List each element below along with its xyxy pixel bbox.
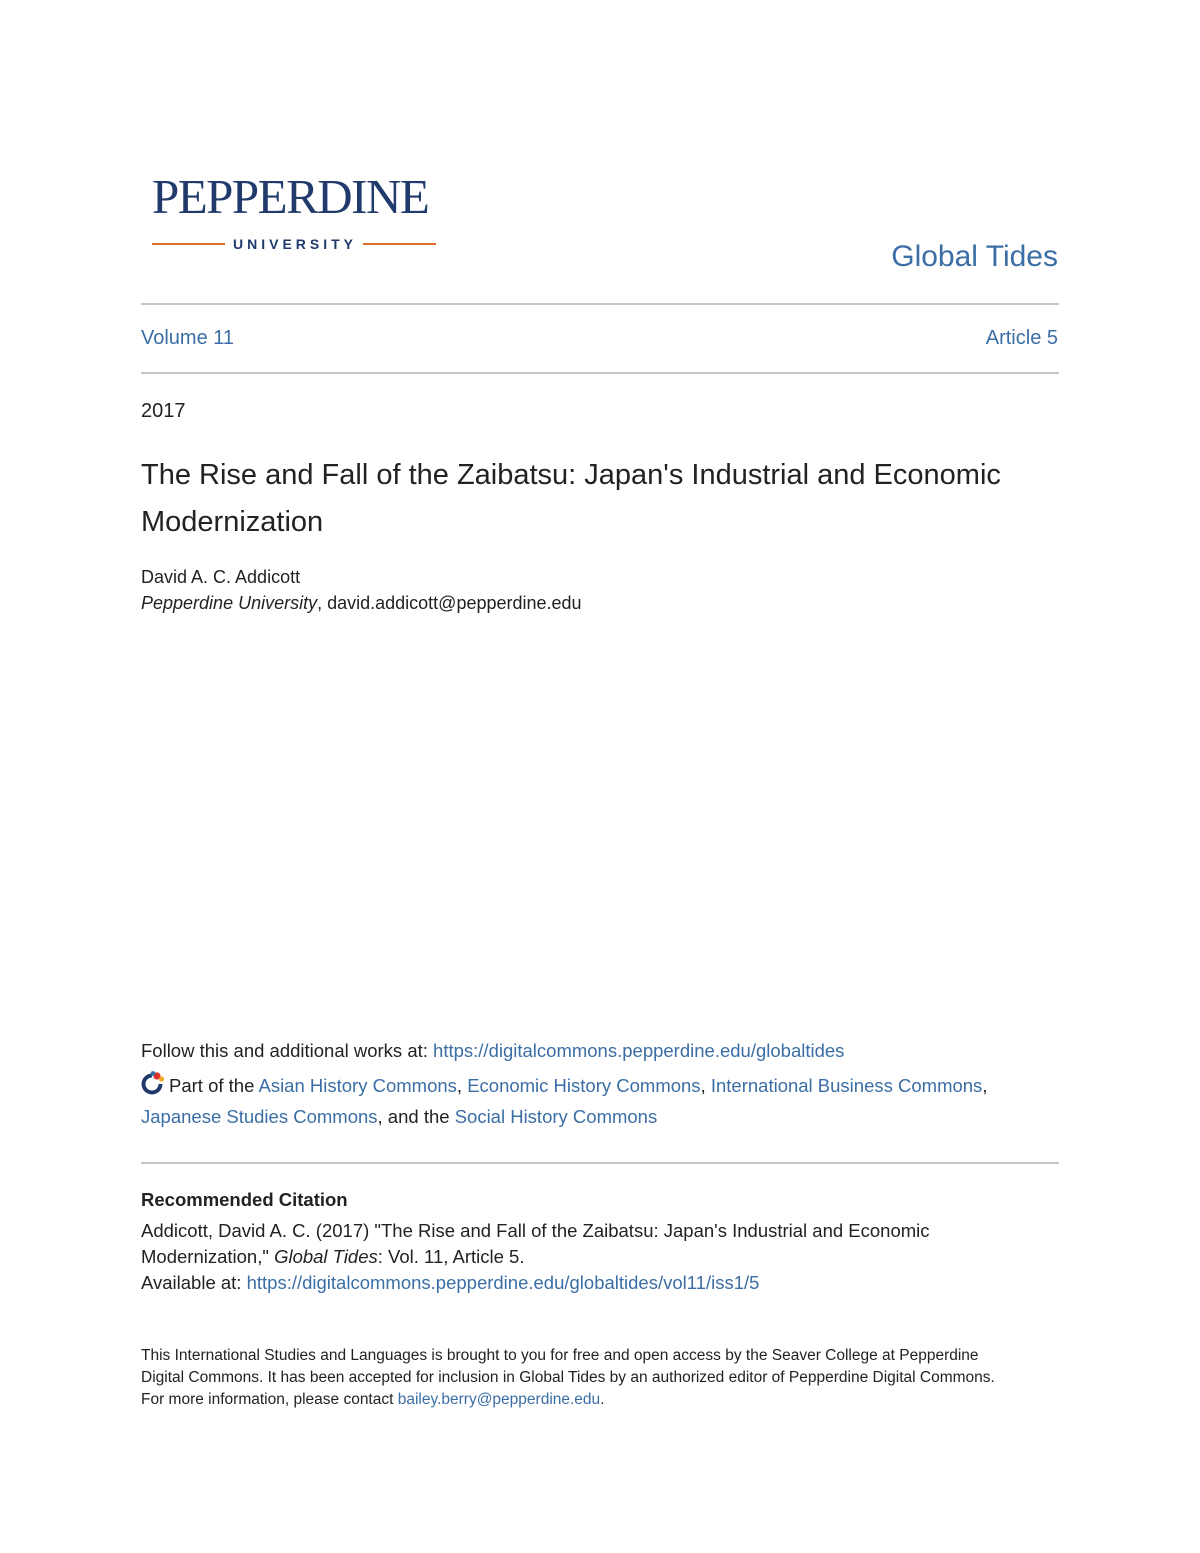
divider-top [141, 303, 1059, 305]
author-affiliation [141, 593, 582, 614]
citation-volume: : Vol. 11, Article 5. [377, 1246, 525, 1267]
logo-rule-left [152, 243, 225, 245]
part-of-commons [141, 1070, 1061, 1132]
network-icon [141, 1070, 169, 1096]
article-title: The Rise and Fall of the Zaibatsu: Japan's Industrial and Economic Modernization [141, 459, 1001, 538]
commons-link-international-business[interactable]: International Business Commons [710, 1075, 983, 1096]
contact-email-link[interactable]: bailey.berry@pepperdine.edu [397, 1391, 601, 1408]
commons-link-social-history[interactable]: Social History Commons [454, 1106, 658, 1127]
commons-link-economic-history[interactable]: Economic History Commons [467, 1075, 701, 1096]
access-statement [141, 1345, 1011, 1411]
commons-link-japanese-studies[interactable]: Japanese Studies Commons [141, 1106, 378, 1127]
citation-body [141, 1218, 1041, 1296]
university-logo [152, 169, 436, 253]
commons-separator: , [982, 1075, 988, 1096]
follow-label: Follow this and additional works at: [141, 1040, 434, 1061]
volume-link[interactable]: Volume 11 [141, 327, 235, 349]
citation-available-label: Available at: [141, 1272, 247, 1293]
journal-title-link[interactable]: Global Tides [891, 240, 1058, 273]
divider-volume [141, 372, 1059, 374]
logo-wordmark: PEPPERDINE [152, 169, 429, 224]
commons-separator: , [700, 1075, 711, 1096]
article-link[interactable]: Article 5 [985, 327, 1058, 349]
follow-line [141, 1040, 844, 1062]
access-statement-end: . [600, 1391, 605, 1408]
commons-link-asian-history[interactable]: Asian History Commons [258, 1075, 457, 1096]
access-statement-text: This International Studies and Languages is brought to you for free and open access by the Seaver College at Pepperdine Digital Commons. It has been accepted for inclusion in Global Tides by an authorized editor of Pepperdine Digital Commons. For more information, please contact [141, 1347, 995, 1408]
follow-url-link[interactable]: https://digitalcommons.pepperdine.edu/globaltides [433, 1040, 845, 1061]
citation-url-link[interactable]: https://digitalcommons.pepperdine.edu/globaltides/vol11/iss1/5 [246, 1272, 760, 1293]
logo-rule-right [363, 243, 436, 245]
citation-journal: Global Tides [274, 1246, 378, 1267]
affiliation-institution: Pepperdine University [141, 593, 318, 613]
commons-separator: , [456, 1075, 468, 1096]
publication-year: 2017 [141, 400, 186, 422]
citation-text: Addicott, David A. C. (2017) "The Rise and Fall of the Zaibatsu: Japan's Industrial and Economic Modernization," [141, 1220, 930, 1267]
divider-citation [141, 1162, 1059, 1164]
logo-subline [152, 235, 436, 253]
citation-heading: Recommended Citation [141, 1189, 348, 1210]
logo-university-text: UNIVERSITY [233, 236, 358, 252]
commons-and-the: , and the [377, 1106, 455, 1127]
author-email: david.addicott@pepperdine.edu [327, 593, 582, 613]
affiliation-separator: , [317, 593, 328, 613]
author-name: David A. C. Addicott [141, 567, 301, 587]
part-of-prefix: Part of the [169, 1075, 259, 1096]
